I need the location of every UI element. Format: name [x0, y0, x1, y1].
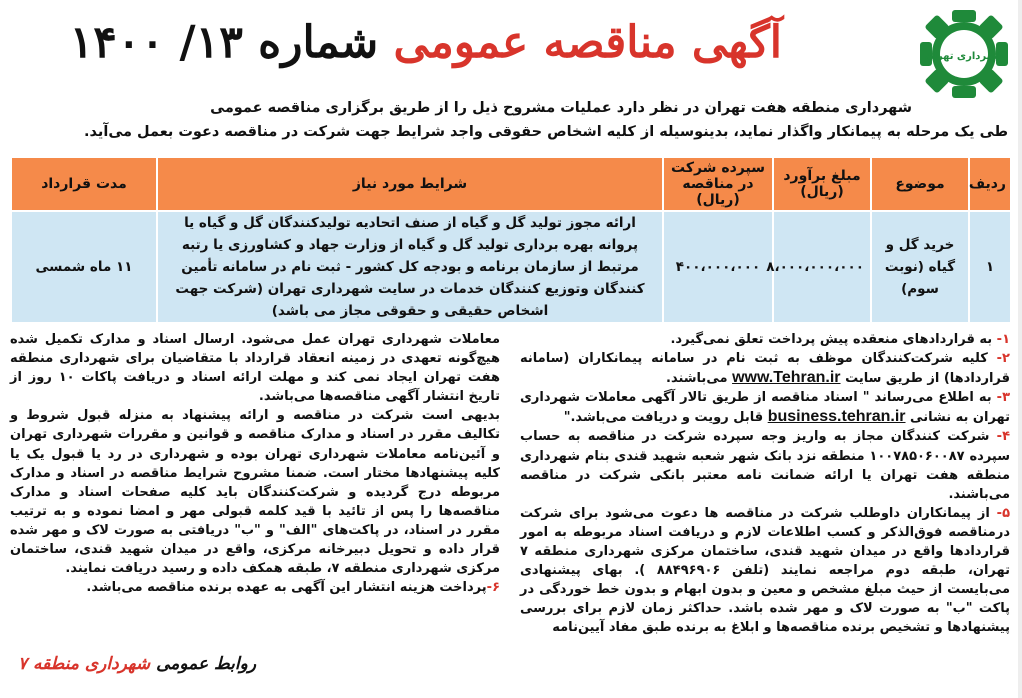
cell-duration: ۱۱ ماه شمسی [11, 211, 157, 323]
clause-1: ۱- به قراردادهای منعقده پیش پرداخت تعلق نمی‌گیرد. [670, 332, 1010, 347]
clauses-left-column [10, 330, 500, 597]
table-header-row [11, 157, 1011, 211]
footer-suffix: شهرداری منطقه ۷ [18, 654, 151, 674]
clause-6: ۶-پرداخت هزینه انتشار این آگهی به عهده برنده مناقصه می‌باشد. [86, 580, 500, 596]
intro-line-2: طی یک مرحله به پیمانکار واگذار نماید، بدینوسیله از کلیه اشخاص حقوقی واجد شرایط جهت شرکت در مناقصه دعوت بعمل می‌آید. [84, 124, 1008, 140]
cell-row-number: ۱ [969, 211, 1011, 323]
notice-title [69, 8, 782, 78]
page-edge [1018, 0, 1022, 698]
clause-2: ۲- کلیه شرکت‌کنندگان موظف به ثبت نام در سامانه پیمانکاران (سامانه قراردادها) از طریق سایت www.Tehran.ir می‌باشند. [520, 351, 1010, 387]
cell-estimate: ۸،۰۰۰،۰۰۰،۰۰۰ [773, 211, 871, 323]
header-duration: مدت قرارداد [11, 157, 157, 211]
intro-line-1-rest: در نظر دارد عملیات مشروح ذیل را از طریق برگزاری مناقصه عمومی [210, 100, 705, 116]
footer-prefix: روابط عمومی [156, 654, 257, 674]
title-red: آگهی مناقصه عمومی [393, 17, 782, 68]
table-row [11, 211, 1011, 323]
clause-3: ۳- به اطلاع می‌رساند " اسناد مناقصه از طریق تالار آگهی معاملات شهرداری تهران به نشانی business.tehran.ir قابل رویت و دریافت می‌باشد." [520, 390, 1010, 426]
intro-municipality: شهرداری منطقه هفت تهران [704, 100, 912, 116]
intro-line-1 [132, 100, 912, 116]
header-row-number: ردیف [969, 157, 1011, 211]
clause-5-continued: معاملات شهرداری تهران عمل می‌شود. ارسال اسناد و مدارک تکمیل شده هیچ‌گونه تعهدی در زمینه انعقاد قرارداد با متقاضیان برای شهرداری منطقه هفت تهران ایجاد نمی کند و مهلت ارائه اسناد و دریافت پاکات ۱۰ روز از تاریخ انتشار آگهی مناقصه‌ها می‌باشد. [10, 332, 500, 405]
svg-text:شهرداری تهران: شهرداری تهران [924, 51, 1004, 62]
cell-conditions: ارائه مجوز تولید گل و گیاه از صنف اتحادیه تولیدکنندگان گل و گیاه یا پروانه بهره برداری تولید گل و گیاه از وزارت جهاد و کشاورزی یا رتبه مرتبط از سازمان برنامه و بودجه کل کشور - ثبت نام در سامانه تأمین کنندگان وتوزیع کنندگان خدمات در سایت شهرداری تهران (شرکت جهت اشخاص حقیقی و حقوقی مجاز می باشد) [157, 211, 663, 323]
tehran-site-link[interactable]: www.Tehran.ir [732, 369, 841, 387]
public-relations-signature [18, 654, 256, 674]
clauses-right-column [520, 330, 1010, 638]
header-deposit: سپرده شرکت در مناقصه (ریال) [663, 157, 773, 211]
cell-deposit: ۴۰۰،۰۰۰،۰۰۰ [663, 211, 773, 323]
clause-5: ۵- از پیمانکاران داوطلب شرکت در مناقصه ها دعوت می‌شود برای شرکت درمناقصه فوق‌الذکر و کسب اطلاعات لازم و دریافت اسناد مربوطه به امور قراردادها واقع در میدان شهید قندی، ساختمان مرکزی شهرداری منطقه ۷ تهران، طبقه دوم مراجعه نمایند (تلفن ۸۸۴۹۶۹۰۶ ). بهای پیشنهادی می‌بایست از حیث مبلغ مشخص و معین و بدون ابهام و بدون خط خوردگی در پاکت "ب" به صورت لاک و مهر شده باشد. حداکثر زمان لازم برای بررسی پیشنهادها و تشخیص برنده مناقصه‌ها و ابلاغ به برنده طبق مفاد آیین‌نامه [520, 505, 1010, 636]
clause-4: ۴- شرکت کنندگان مجاز به واریز وجه سپرده شرکت در مناقصه به حساب سپرده ۱۰۰۷۸۵۰۶۰۰۸۷ منطقه نزد بانک شهر شعبه شهید قندی بنام شهرداری منطقه هفت تهران یا ارائه ضمانت نامه معتبر بانکی شرکت در مناقصه می‌باشند. [520, 429, 1010, 502]
header-subject: موضوع [871, 157, 969, 211]
clauses-area [10, 330, 1010, 660]
cell-subject: خرید گل و گیاه (نوبت سوم) [871, 211, 969, 323]
header-estimate: مبلغ برآورد (ریال) [773, 157, 871, 211]
header-conditions: شرایط مورد نیاز [157, 157, 663, 211]
municipality-logo [918, 8, 1010, 100]
tender-table [10, 156, 1012, 324]
business-site-link[interactable]: business.tehran.ir [767, 408, 906, 426]
clause-conditions: بدیهی است شرکت در مناقصه و ارائه پیشنهاد به منزله قبول شروط و تکالیف مقرر در اسناد و مدارک مناقصه و قوانین و مقررات شهرداری تهران و آئین‌نامه معاملات شهرداری تهران بوده و شهرداری در رد یا قبول یک یا کلیه پیشنهادها مختار است. ضمنا مشروح شرایط مناقصه در اسناد و مدارک مربوطه درج گردیده و شرکت‌کنندگان باید کلیه صفحات اسناد و مدارک مناقصه‌ها را پس از تائید با قید کلمه قبولی مهر و امضا نموده و به ترتیب مقرر در اسناد، در پاکت‌های "الف" و "ب" دریافتی به صورت لاک و مهر شده قرار داده و تحویل دبیرخانه مرکزی، واقع در میدان شهید قندی، ساختمان مرکزی شهرداری منطقه ۷، طبقه همکف داده و رسید دریافت نمایند. [10, 408, 500, 577]
title-number: شماره ۱۳/ ۱۴۰۰ [69, 17, 379, 68]
